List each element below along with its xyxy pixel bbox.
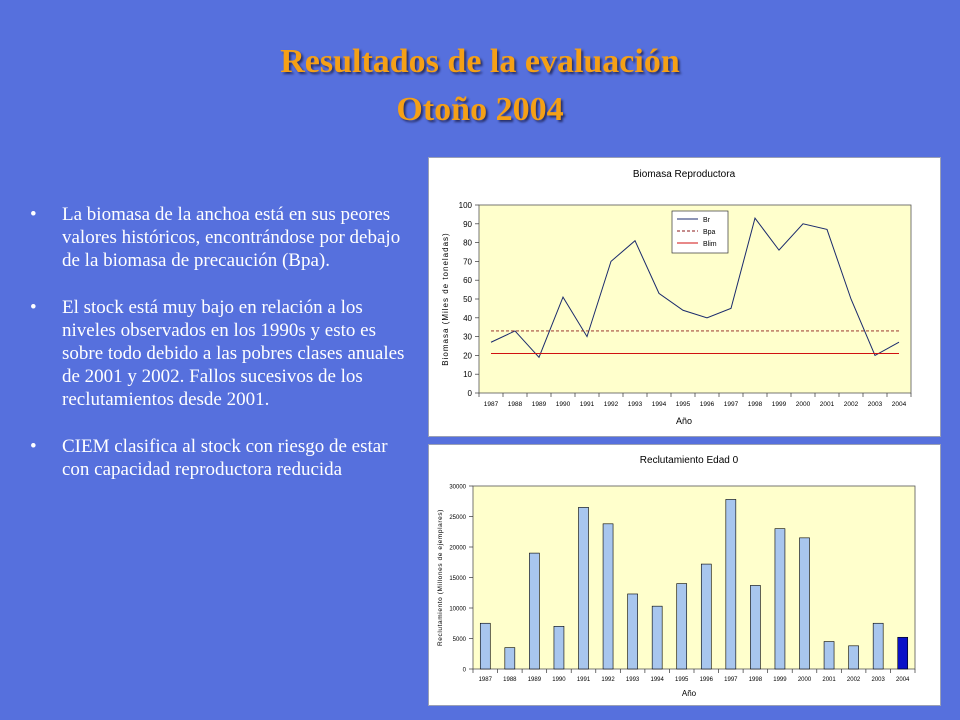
x-tick-label: 2002 [843,401,859,408]
x-tick-label: 1993 [627,401,643,408]
y-tick-label: 0 [462,667,466,674]
bar [701,564,711,669]
x-tick-label: 1997 [724,677,738,683]
bar [529,553,539,669]
x-tick-label: 1992 [601,677,615,683]
y-tick-label: 90 [463,219,472,229]
y-axis-label: Biomasa (Miles de toneladas) [441,232,450,366]
bullet-list [28,203,413,481]
y-tick-label: 100 [458,201,472,210]
x-tick-label: 2000 [795,401,811,408]
bar [505,648,515,669]
bullet-icon: • [30,436,37,457]
x-tick-label: 1988 [507,401,523,408]
recruitment-bar-chart [429,445,940,705]
x-tick-label: 1989 [527,677,542,683]
x-tick-label: 2003 [867,401,883,408]
x-tick-label: 1995 [675,401,691,408]
slide-title: Resultados de la evaluación [280,43,680,80]
y-axis-label: Reclutamiento (Millones de ejemplares) [437,509,444,646]
biomass-line-chart [429,158,940,436]
bar [554,626,564,669]
bullet-item [28,435,413,481]
y-tick-label: 10 [463,370,472,380]
x-tick-label: 1996 [699,677,713,683]
x-tick-label: 1998 [747,401,763,408]
x-tick-label: 2004 [896,677,910,683]
bar [603,524,613,669]
y-tick-label: 60 [463,276,472,286]
bullet-icon: • [30,204,37,225]
bar [677,584,687,669]
bullet-text: El stock está muy bajo en relación a los niveles observados en los 1990s y esto es sobre todo debido a las pobres clases anuales de 2001 y 2002. Fallos sucesivos de los reclutamientos desde 2001. [62,297,405,410]
bar [628,594,638,669]
legend-label: Blim [703,241,717,248]
x-tick-label: 2002 [846,677,861,683]
bullet-text: CIEM clasifica al stock con riesgo de estar con capacidad reproductora reducida [62,436,388,480]
chart-title: Biomasa Reproductora [632,169,736,180]
y-tick-label: 30 [463,332,472,342]
bar [775,529,785,669]
y-tick-label: 40 [463,313,472,323]
x-tick-label: 1996 [699,401,715,408]
x-tick-label: 1988 [503,677,517,683]
bullet-text: La biomasa de la anchoa está en sus peores valores históricos, encontrándose por debajo de la biomasa de precaución (Bpa). [62,204,401,271]
y-tick-label: 10000 [449,606,466,613]
y-tick-label: 5000 [452,637,466,643]
x-tick-label: 1987 [483,401,499,408]
legend-label: Br [703,217,710,224]
biomass-chart-panel [428,157,941,437]
y-tick-label: 30000 [449,484,466,491]
y-tick-label: 70 [463,257,472,267]
x-tick-label: 2004 [891,401,907,408]
y-tick-label: 25000 [449,515,466,521]
x-axis-label: Año [675,416,693,426]
x-axis-label: Año [681,689,697,698]
y-tick-label: 80 [463,238,472,248]
bar [898,637,908,669]
legend-label: Bpa [703,229,716,236]
x-tick-label: 1990 [552,677,566,683]
bar [849,646,859,669]
x-tick-label: 2001 [822,677,836,683]
x-tick-label: 1998 [748,677,763,683]
recruitment-chart-panel [428,444,941,706]
y-tick-label: 15000 [449,576,466,582]
bar [652,606,662,669]
y-tick-label: 0 [467,389,472,398]
bar [480,623,490,669]
bar [824,642,834,669]
x-tick-label: 1991 [579,401,595,408]
x-tick-label: 1993 [625,677,640,683]
x-tick-label: 1999 [771,401,787,408]
bullet-item [28,296,413,411]
x-tick-label: 1991 [576,677,591,683]
bar [726,499,736,669]
x-tick-label: 1994 [651,401,667,408]
x-tick-label: 1999 [773,677,787,683]
y-tick-label: 20 [463,351,472,361]
legend-box [672,211,728,253]
x-tick-label: 1990 [555,401,571,408]
x-tick-label: 1989 [531,401,547,408]
y-tick-label: 50 [463,295,472,304]
bullet-icon: • [30,297,37,318]
x-tick-label: 1987 [478,677,492,683]
x-tick-label: 2003 [871,677,885,683]
bar [750,585,760,669]
chart-title: Reclutamiento Edad 0 [639,455,739,466]
x-tick-label: 1994 [650,677,664,683]
x-tick-label: 2001 [819,401,835,408]
x-tick-label: 1992 [603,401,619,408]
x-tick-label: 1997 [723,401,739,408]
y-tick-label: 20000 [449,545,466,552]
x-tick-label: 1995 [675,677,689,683]
bar [800,538,810,669]
bar [579,507,589,669]
bullet-item [28,203,413,272]
bar [873,623,883,669]
slide-subtitle: Otoño 2004 [396,91,564,128]
x-tick-label: 2000 [797,677,812,683]
